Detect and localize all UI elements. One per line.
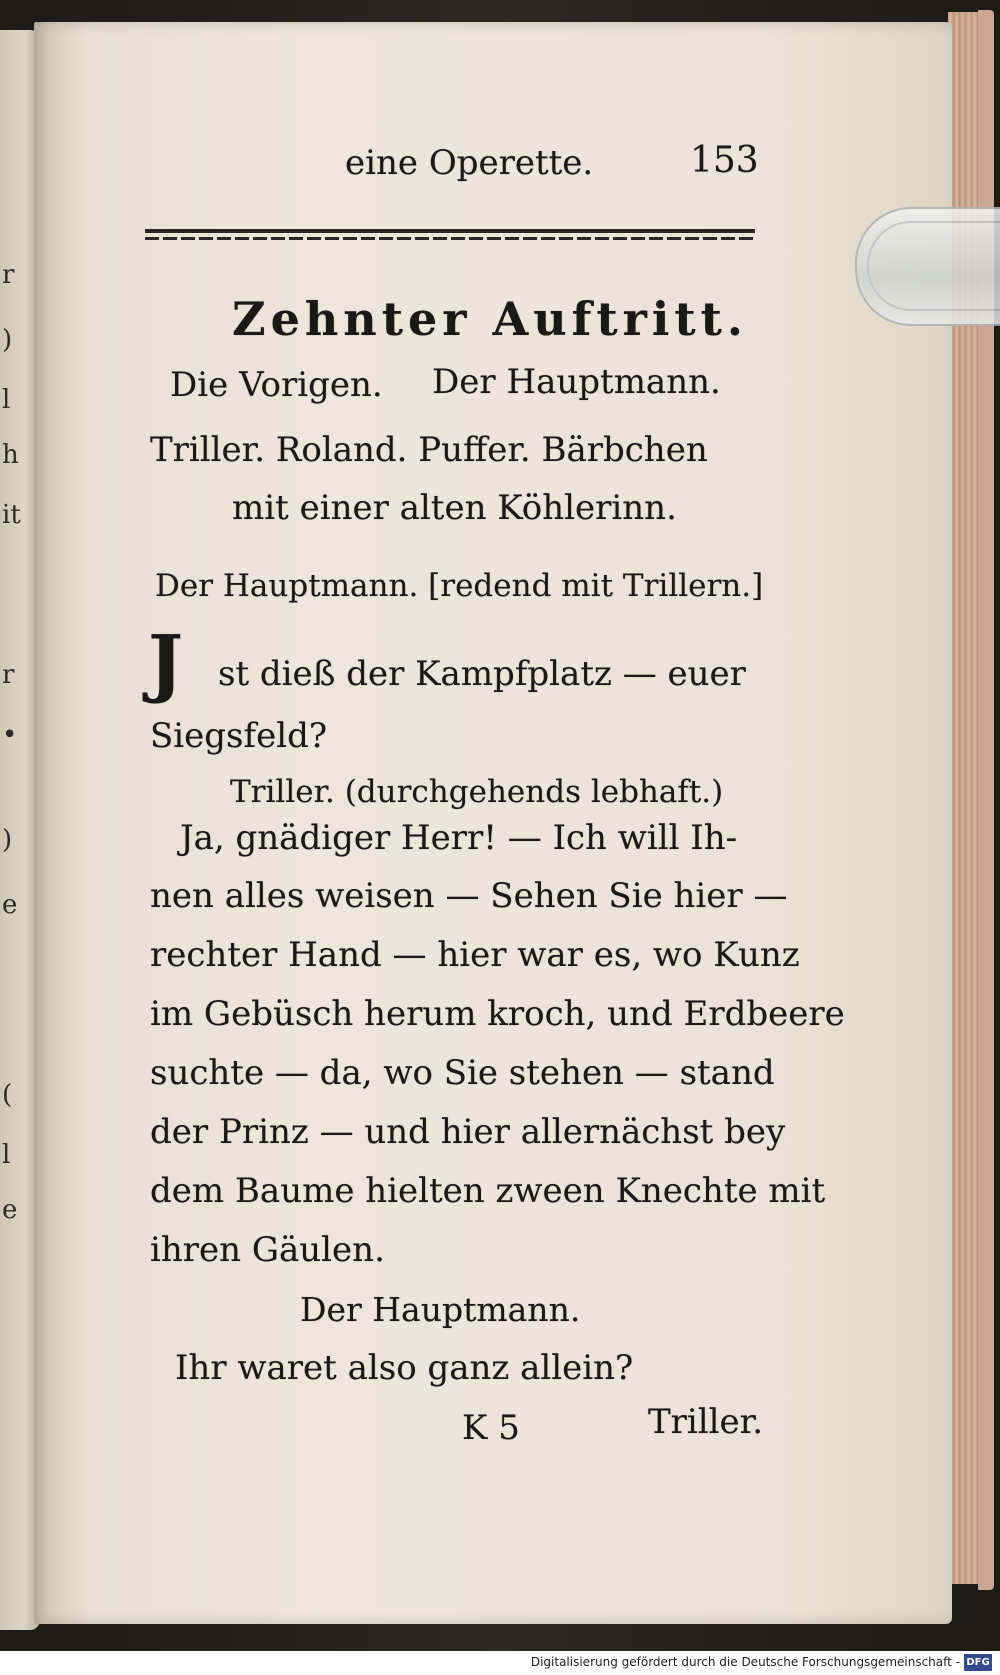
dialogue-line: nen alles weisen — Sehen Sie hier — [150, 876, 788, 916]
cast-line: Triller. Roland. Puffer. Bärbchen [150, 430, 708, 470]
dialogue-line: der Prinz — und hier allernächst bey [150, 1112, 786, 1152]
left-page-fragment: ) [2, 325, 13, 355]
page-number: 153 [690, 140, 759, 181]
dialogue-line: ihren Gäulen. [150, 1230, 385, 1270]
left-page-fragment: l [2, 385, 11, 415]
running-header: eine Operette. [345, 143, 594, 183]
cast-line: Der Hauptmann. [432, 362, 721, 402]
left-page-fragment: r [2, 660, 15, 690]
left-page-fragment: l [2, 1140, 11, 1170]
dialogue-line: dem Baume hielten zween Knechte mit [150, 1171, 826, 1211]
speaker-heading: Der Hauptmann. [300, 1290, 581, 1329]
dfg-logo: DFG [964, 1654, 992, 1671]
bookmark-clip [855, 207, 1000, 326]
dialogue-line: im Gebüsch herum kroch, und Erdbeere [150, 994, 845, 1034]
footer-bar [0, 1651, 1000, 1675]
dialogue-line: suchte — da, wo Sie stehen — stand [150, 1053, 775, 1093]
signature-mark: K 5 [462, 1408, 520, 1448]
scene-title: Zehnter Auftritt. [232, 292, 748, 346]
left-page-fragment: ) [2, 825, 13, 855]
left-page-fragment: • [2, 720, 18, 750]
cast-line: mit einer alten Köhlerinn. [232, 488, 677, 528]
footer-credit: Digitalisierung gefördert durch die Deutsche Forschungsgemeinschaft - [530, 1655, 960, 1669]
left-page-fragment: it [2, 500, 21, 530]
speaker-heading: Der Hauptmann. [redend mit Trillern.] [155, 568, 764, 604]
dialogue-line: Ihr waret also ganz allein? [175, 1348, 634, 1388]
cast-line: Die Vorigen. [170, 365, 383, 405]
left-page-fragment: ( [2, 1080, 13, 1110]
bookmark-clip-inner [867, 221, 1000, 311]
dialogue-line: Ja, gnädiger Herr! — Ich will Ih- [180, 818, 738, 858]
header-rule [145, 229, 755, 243]
left-page-fragment: h [2, 440, 19, 470]
left-page-fragment: e [2, 890, 18, 920]
dialogue-line: rechter Hand — hier war es, wo Kunz [150, 935, 800, 975]
drop-cap: J [148, 620, 184, 706]
left-page-fragment: e [2, 1195, 18, 1225]
speaker-heading: Triller. (durchgehends lebhaft.) [230, 774, 724, 810]
left-page-fragment: r [2, 260, 15, 290]
dialogue-line: st dieß der Kampfplatz — euer [218, 654, 746, 694]
dialogue-line: Siegsfeld? [150, 716, 328, 756]
catchword: Triller. [648, 1402, 763, 1442]
